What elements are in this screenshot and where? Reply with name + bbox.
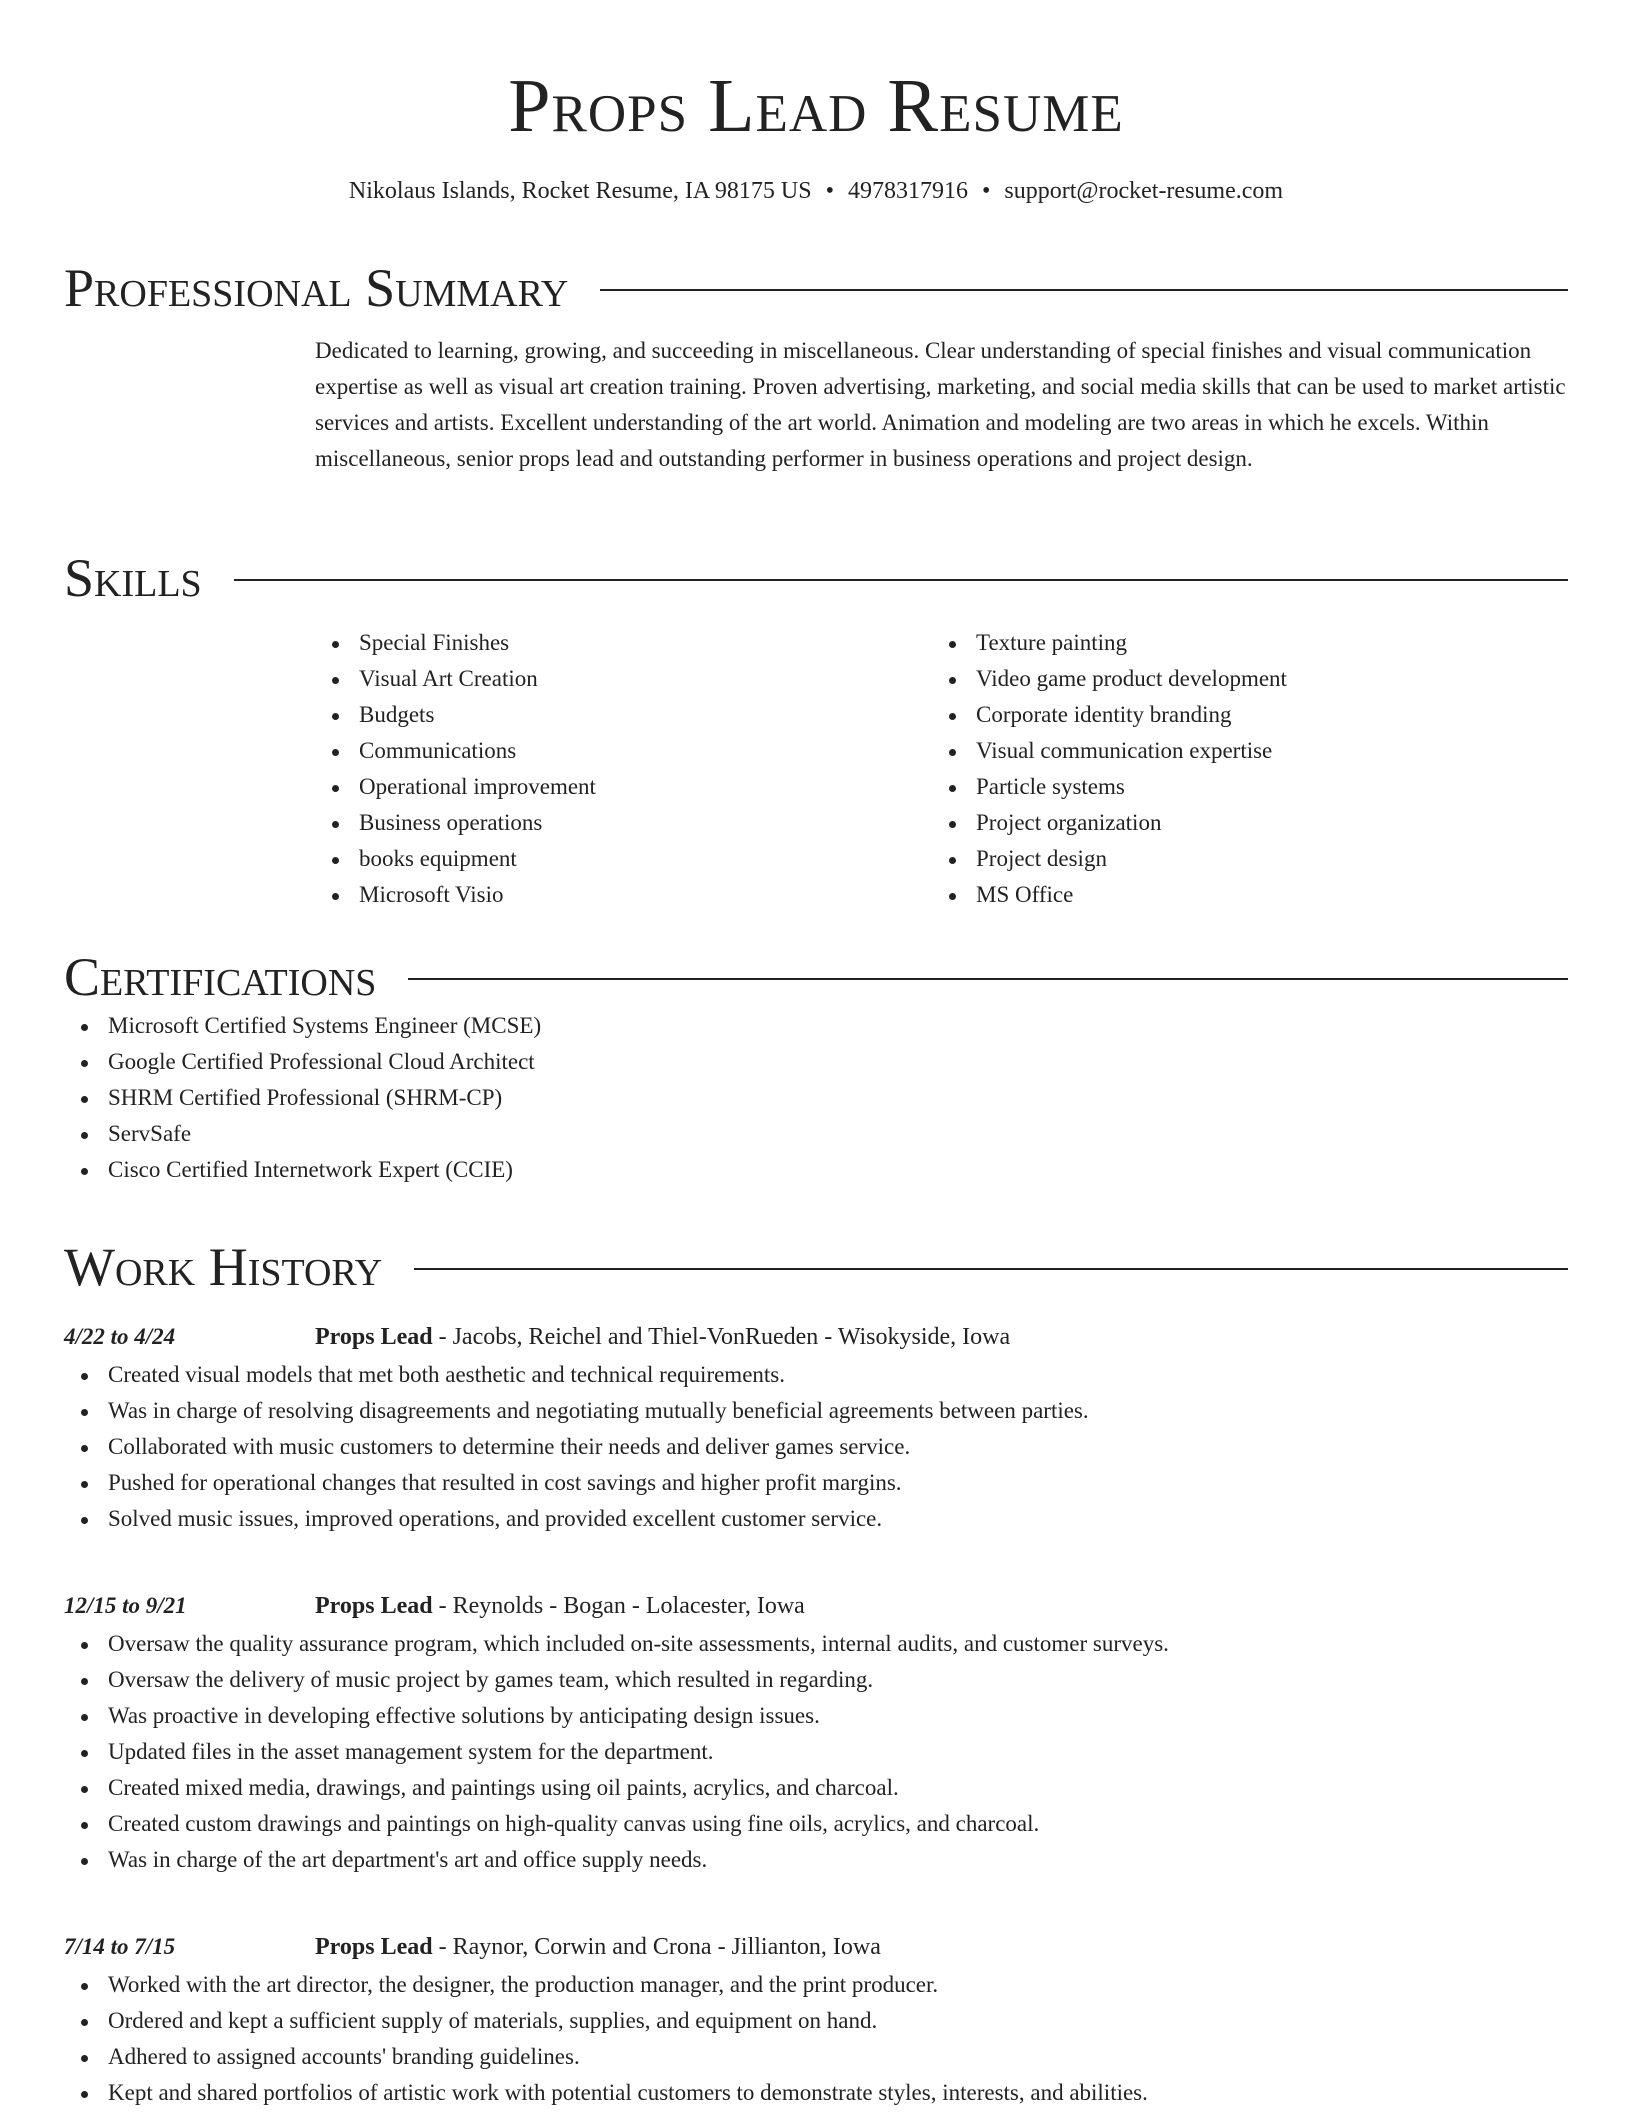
job-entry (64, 1317, 1568, 1537)
skill-item: Budgets (315, 697, 932, 733)
skill-item: Project organization (932, 805, 1568, 841)
certifications-section (64, 946, 1568, 1188)
job-bullet: Solved music issues, improved operations, and provided excellent customer service. (64, 1501, 1568, 1537)
job-bullet: Ordered and kept a sufficient supply of materials, supplies, and equipment on hand. (64, 2003, 1568, 2039)
contact-line (64, 175, 1568, 207)
skill-item: Operational improvement (315, 769, 932, 805)
skill-item: Communications (315, 733, 932, 769)
certifications-list (64, 1008, 1568, 1188)
section-divider (414, 1268, 1568, 1270)
skill-item: Special Finishes (315, 625, 932, 661)
summary-header (64, 257, 1568, 319)
job-entry (64, 1927, 1568, 2111)
skill-item: Corporate identity branding (932, 697, 1568, 733)
skill-item: Texture painting (932, 625, 1568, 661)
job-bullet: Oversaw the delivery of music project by games team, which resulted in regarding. (64, 1662, 1568, 1698)
resume-title: Props Lead Resume (508, 64, 1124, 148)
skill-item: books equipment (315, 841, 932, 877)
job-title: Props Lead (315, 1934, 433, 1960)
job-bullet: Was in charge of resolving disagreements and negotiating mutually beneficial agreements between parties. (64, 1393, 1568, 1429)
skill-item: MS Office (932, 877, 1568, 913)
job-row (64, 1586, 1568, 1626)
job-bullet: Worked with the art director, the designer, the production manager, and the print producer. (64, 1967, 1568, 2003)
job-employer: - Raynor, Corwin and Crona - Jillianton, Iowa (432, 1934, 881, 1960)
skills-section (64, 547, 1568, 913)
skill-item: Particle systems (932, 769, 1568, 805)
job-bullet: Updated files in the asset management system for the department. (64, 1734, 1568, 1770)
job-dates: 12/15 to 9/21 (64, 1593, 187, 1618)
job-bullet: Was proactive in developing effective solutions by anticipating design issues. (64, 1698, 1568, 1734)
summary-section (64, 257, 1568, 477)
certification-item: Microsoft Certified Systems Engineer (MCSE) (64, 1008, 1568, 1044)
job-dates: 7/14 to 7/15 (64, 1934, 176, 1959)
contact-separator: • (825, 178, 834, 204)
job-bullet: Collaborated with music customers to determine their needs and deliver games service. (64, 1429, 1568, 1465)
contact-separator: • (981, 178, 991, 204)
skill-item: Project design (932, 841, 1568, 877)
job-title: Props Lead (315, 1324, 433, 1350)
certification-item: SHRM Certified Professional (SHRM-CP) (64, 1080, 1568, 1116)
certification-item: Cisco Certified Internetwork Expert (CCIE) (64, 1152, 1568, 1188)
summary-text: Dedicated to learning, growing, and succeeding in miscellaneous. Clear understanding of special finishes and visual communication expertise as well as visual art creation training. Proven advertising, marketing, and social media skills that can be used to market artistic services and artists. Excellent understanding of the art world. Animation and modeling are two areas in which he excels. Within miscellaneous, senior props lead and outstanding performer in business operations and project design. (315, 338, 1566, 471)
skills-columns (64, 625, 1568, 913)
skill-item: Business operations (315, 805, 932, 841)
job-bullet: Adhered to assigned accounts' branding guidelines. (64, 2039, 1568, 2075)
resume-page (64, 0, 1568, 2112)
section-divider (408, 978, 1568, 980)
job-bullets (64, 1357, 1568, 1537)
job-entry (64, 1586, 1568, 1878)
work-history-section (64, 1236, 1568, 1298)
job-bullets (64, 1967, 1568, 2111)
job-bullet: Was in charge of the art department's art and office supply needs. (64, 1842, 1568, 1878)
section-divider (600, 289, 1568, 291)
skills-list-right (932, 625, 1568, 913)
job-row (64, 1927, 1568, 1967)
work-history-heading: Work History (64, 1237, 383, 1297)
job-bullet: Pushed for operational changes that resulted in cost savings and higher profit margins. (64, 1465, 1568, 1501)
job-heading (315, 1927, 881, 1967)
job-dates: 4/22 to 4/24 (64, 1324, 176, 1349)
certification-item: ServSafe (64, 1116, 1568, 1152)
job-bullet: Created custom drawings and paintings on high-quality canvas using fine oils, acrylics, and charcoal. (64, 1806, 1568, 1842)
job-title: Props Lead (315, 1593, 433, 1619)
job-employer: - Jacobs, Reichel and Thiel-VonRueden - Wisokyside, Iowa (432, 1324, 1011, 1350)
job-bullets (64, 1626, 1568, 1878)
job-employer: - Reynolds - Bogan - Lolacester, Iowa (432, 1593, 805, 1619)
work-history-header (64, 1236, 1568, 1298)
job-bullet: Created mixed media, drawings, and paintings using oil paints, acrylics, and charcoal. (64, 1770, 1568, 1806)
skills-header (64, 547, 1568, 609)
skill-item: Visual Art Creation (315, 661, 932, 697)
job-bullet: Oversaw the quality assurance program, which included on-site assessments, internal audits, and customer surveys. (64, 1626, 1568, 1662)
skill-item: Video game product development (932, 661, 1568, 697)
summary-heading: Professional Summary (64, 258, 569, 318)
job-bullet: Kept and shared portfolios of artistic work with potential customers to demonstrate styles, interests, and abilities. (64, 2075, 1568, 2111)
skill-item: Microsoft Visio (315, 877, 932, 913)
skill-item: Visual communication expertise (932, 733, 1568, 769)
job-bullet: Created visual models that met both aesthetic and technical requirements. (64, 1357, 1568, 1393)
certifications-header (64, 946, 1568, 1008)
section-divider (234, 579, 1568, 581)
contact-phone: 4978317916 (847, 178, 968, 204)
contact-address: Nikolaus Islands, Rocket Resume, IA 98175 US (348, 178, 812, 204)
skills-list-left (315, 625, 932, 913)
job-heading (315, 1317, 1010, 1357)
contact-email: support@rocket-resume.com (1004, 178, 1284, 204)
job-row (64, 1317, 1568, 1357)
certification-item: Google Certified Professional Cloud Architect (64, 1044, 1568, 1080)
skills-heading: Skills (64, 548, 202, 608)
job-heading (315, 1586, 805, 1626)
certifications-heading: Certifications (64, 947, 377, 1007)
